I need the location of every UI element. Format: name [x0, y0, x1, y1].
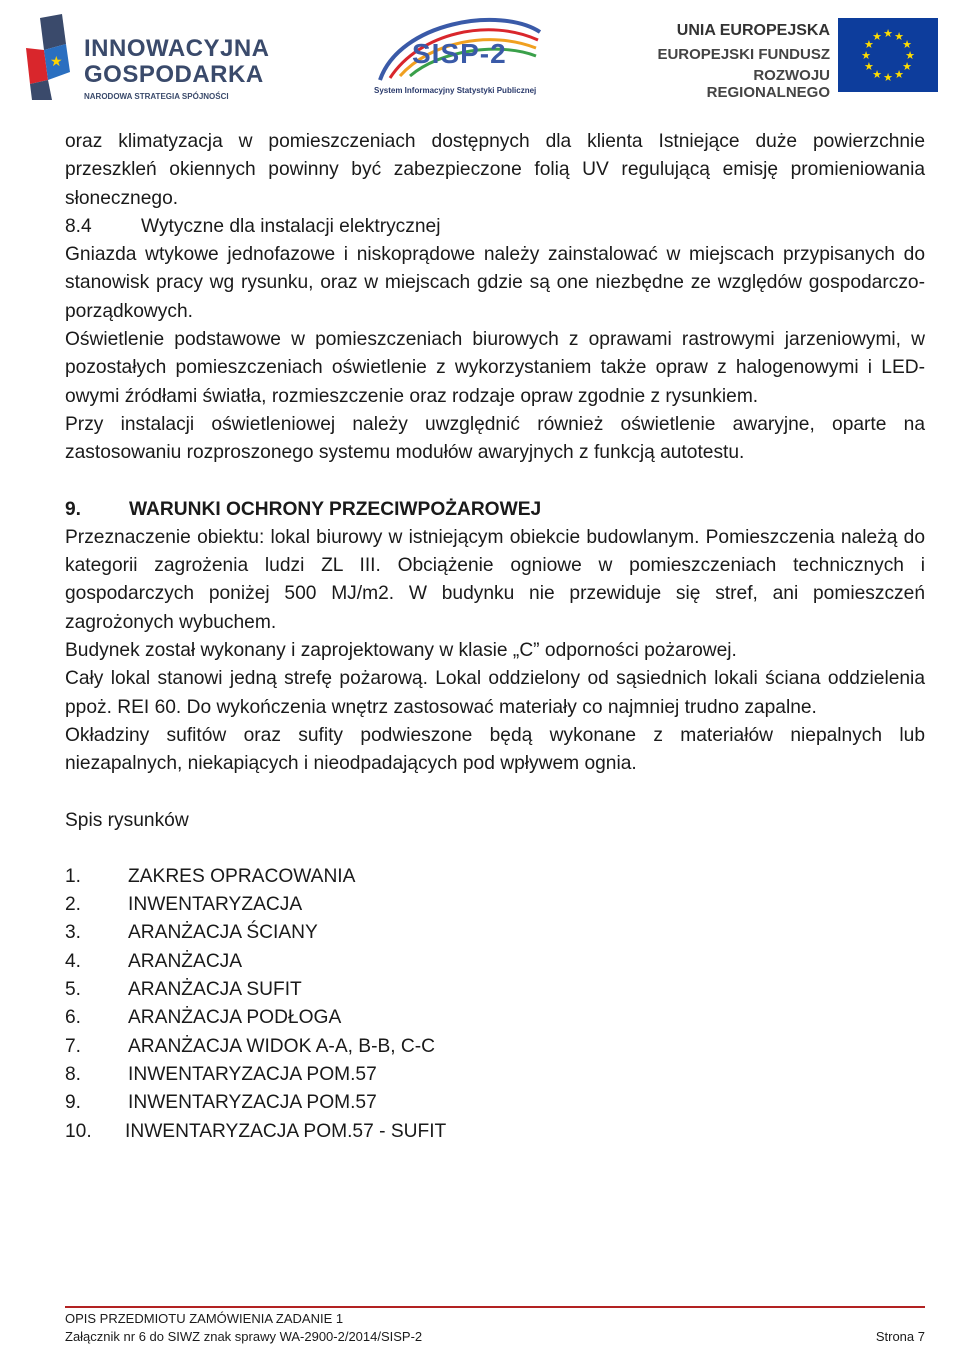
svg-text:★: ★ [50, 54, 63, 70]
list-item: 8. INWENTARYZACJA POM.57 [65, 1063, 377, 1085]
ig-title: INNOWACYJNA GOSPODARKA [84, 35, 270, 88]
sisp-subtitle: System Informacyjny Statystyki Publicznej [374, 86, 537, 95]
paragraph: Gniazda wtykowe jednofazowe i niskoprądowe należy zainstalować w miejscach przypisanych do stanowisk pracy wg rysunku, oraz w miejscach gdzie są one niezbędne ze względów gospodarczo-porządkowych. [65, 244, 925, 322]
paragraph: Przeznaczenie obiektu: lokal biurowy w istniejącym obiekcie budowlanym. Pomieszczenia należą do kategorii zagrożenia ludzi ZL III. Obciążenie ogniowe w pomieszczeniach technicznych i gospodarczych poniżej 500 MJ/m2. W budynku nie przewiduje się stref, ani pomieszczeń zagrożonych wybuchem. [65, 526, 925, 633]
footer-divider [65, 1306, 925, 1308]
section-title: WARUNKI OCHRONY PRZECIWPOŻAROWEJ [129, 498, 542, 520]
section-title: Wytyczne dla instalacji elektrycznej [141, 215, 441, 237]
eu-flag-icon [838, 18, 938, 92]
eu-star-icon: ★ [872, 68, 882, 82]
sisp-title: SISP-2 [412, 38, 507, 69]
list-item: 9. INWENTARYZACJA POM.57 [65, 1092, 377, 1114]
ig-subtitle: NARODOWA STRATEGIA SPÓJNOŚCI [84, 92, 229, 101]
list-item: 10. INWENTARYZACJA POM.57 - SUFIT [65, 1120, 447, 1142]
eu-star-icon: ★ [905, 49, 915, 62]
innowacyjna-gospodarka-logo [22, 14, 270, 101]
page-header [0, 0, 960, 110]
footer-title: OPIS PRZEDMIOTU ZAMÓWIENIA ZADANIE 1 [65, 1311, 344, 1326]
section-heading-8-4 [65, 213, 925, 241]
paragraph: oraz klimatyzacja w pomieszczeniach dostępnych dla klienta Istniejące duże powierzchnie przeszkleń okiennych powinny być zabezpieczone folią UV regulującą emisję promieniowania słonecznego. [65, 131, 925, 209]
eu-star-icon: ★ [894, 68, 904, 82]
footer-reference-row [65, 1328, 925, 1346]
section-number: 9. [65, 498, 82, 520]
paragraph: Budynek został wykonany i zaprojektowany w klasie „C” odporności pożarowej. [65, 640, 737, 662]
list-item: 2. INWENTARYZACJA [65, 894, 303, 916]
eu-star-icon: ★ [894, 29, 904, 43]
paragraph: Oświetlenie podstawowe w pomieszczeniach biurowych z oprawami rastrowymi jarzeniowymi, w pozostałych pomieszczeniach oświetlenie z wykorzystaniem także opraw z halogenowymi i LED- owymi źródłami światła, rozmieszczenie oraz rodzaje opraw zgodnie z rysunkiem. [65, 329, 925, 407]
eu-title: UNIA EUROPEJSKA [676, 22, 830, 39]
sisp-2-logo [360, 12, 560, 102]
eu-fund-line1: EUROPEJSKI FUNDUSZ [657, 46, 830, 63]
ig-emblem-icon [22, 14, 82, 100]
section-number: 8.4 [65, 215, 92, 237]
eu-star-icon: ★ [861, 49, 871, 62]
page-footer [65, 1306, 925, 1346]
list-item: 3. ARANŻACJA ŚCIANY [65, 922, 318, 944]
page-number: Strona 7 [875, 1329, 925, 1344]
eu-star-icon: ★ [872, 29, 882, 43]
paragraph: Okładziny sufitów oraz sufity podwieszone będą wykonane z materiałów niepalnych lub niezapalnych, niekapiących i nieodpadających pod wpływem ognia. [65, 724, 925, 775]
eu-star-icon: ★ [863, 60, 874, 73]
eu-star-icon: ★ [902, 60, 913, 73]
eu-star-icon: ★ [883, 27, 893, 40]
paragraph: Cały lokal stanowi jedną strefę pożarową. Lokal oddzielony od sąsiednich lokali ściana oddzielenia ppoż. REI 60. Do wykończenia wnętrz zastosować materiały co najmniej trudno zapalne. [65, 668, 925, 718]
list-item: 7. ARANŻACJA WIDOK A-A, B-B, C-C [65, 1035, 436, 1057]
eu-star-icon: ★ [863, 38, 874, 51]
document-body [65, 128, 925, 1146]
paragraph: Przy instalacji oświetleniowej należy uwzględnić również oświetlenie awaryjne, oparte na zastosowaniu rozproszonego systemu modułów awaryjnych z funkcją autotestu. [65, 413, 925, 464]
footer-reference: Załącznik nr 6 do SIWZ znak sprawy WA-2900-2/2014/SISP-2 [65, 1329, 423, 1344]
eu-star-icon: ★ [883, 71, 893, 84]
drawings-list-title: Spis rysunków [65, 809, 189, 831]
eu-logo [652, 18, 942, 101]
eu-fund-line2: ROZWOJU REGIONALNEGO [706, 67, 830, 101]
list-item: 4. ARANŻACJA [65, 950, 243, 972]
eu-star-icon: ★ [902, 38, 913, 51]
list-item: 5. ARANŻACJA SUFIT [65, 979, 302, 1001]
drawings-list [65, 863, 925, 1146]
list-item: 6. ARANŻACJA PODŁOGA [65, 1007, 342, 1029]
list-item: 1. ZAKRES OPRACOWANIA [65, 865, 356, 887]
section-heading-9 [65, 496, 925, 524]
